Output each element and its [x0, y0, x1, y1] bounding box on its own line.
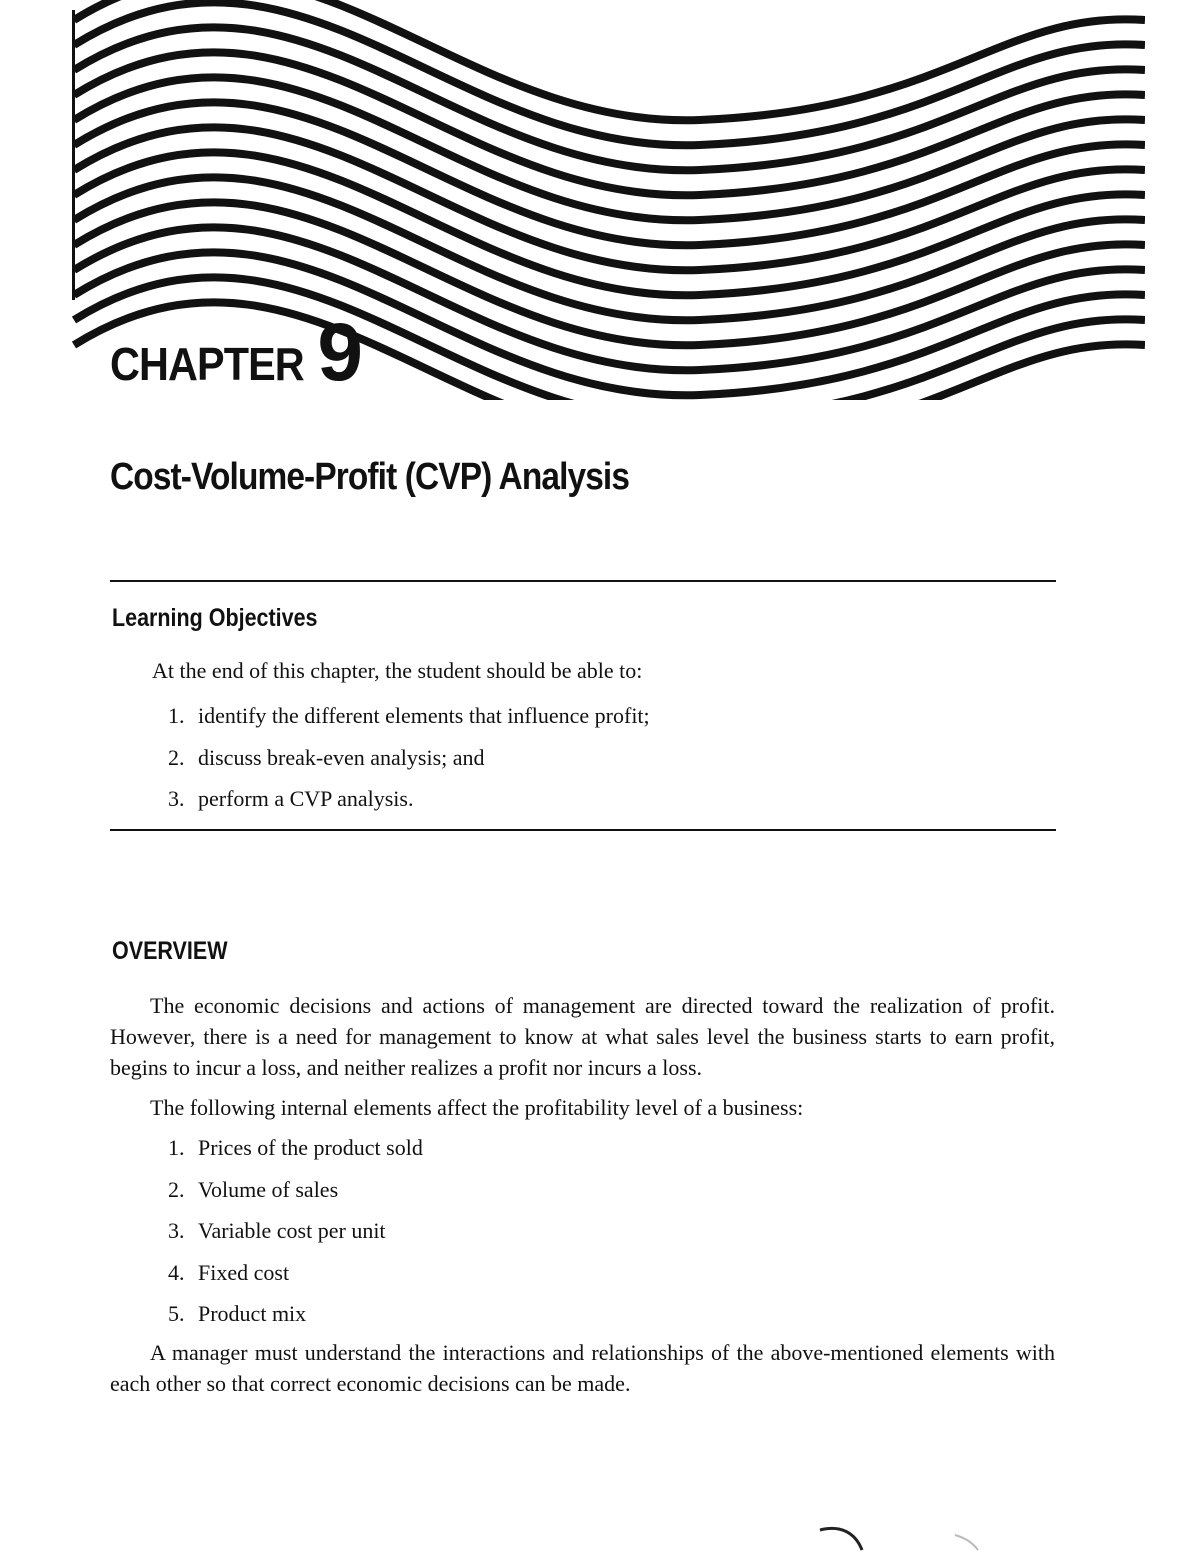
overview-heading: OVERVIEW [112, 937, 228, 965]
list-item-text: Prices of the product sold [198, 1135, 423, 1160]
list-item-text: perform a CVP analysis. [198, 786, 414, 811]
list-item-number: 2. [168, 744, 185, 770]
list-item-number: 3. [168, 786, 185, 811]
list-item-number: 4. [168, 1259, 185, 1285]
list-item [168, 1298, 423, 1340]
objectives-bottom-rule [110, 829, 1056, 831]
learning-objectives-intro: At the end of this chapter, the student should be able to: [152, 658, 643, 683]
list-item-text: discuss break-even analysis; and [198, 744, 485, 770]
list-item [168, 1174, 423, 1216]
list-item-text: Fixed cost [198, 1259, 290, 1285]
chapter-label: CHAPTER [110, 338, 304, 390]
objectives-top-rule [110, 580, 1056, 582]
scan-artifact-mark [800, 1500, 1000, 1553]
list-item [168, 700, 650, 742]
list-item [168, 1215, 423, 1257]
overview-paragraph-3: A manager must understand the interactions and relationships of the above-mentioned elements with each other so that correct economic decisions can be made. [110, 1340, 1055, 1396]
learning-objectives-heading: Learning Objectives [112, 604, 318, 632]
list-item-text: Product mix [198, 1301, 307, 1326]
learning-objectives-list [168, 700, 650, 825]
list-item-text: Volume of sales [198, 1176, 339, 1202]
list-item-number: 5. [168, 1301, 185, 1326]
list-item [168, 742, 650, 784]
list-item [168, 783, 650, 825]
overview-paragraph-1: The economic decisions and actions of management are directed toward the realization of profit. However, there is a need for management to know at what sales level the business starts to earn profit, begins to incur a loss, and neither realizes a profit nor incurs a loss. [110, 993, 1055, 1080]
chapter-heading [110, 307, 363, 398]
overview-paragraph-2: The following internal elements affect the profitability level of a business: [150, 1095, 804, 1120]
chapter-number: 9 [317, 307, 363, 398]
list-item [168, 1132, 423, 1174]
profitability-elements-list [168, 1132, 423, 1340]
chapter-title: Cost-Volume-Profit (CVP) Analysis [110, 456, 630, 498]
list-item-number: 2. [168, 1176, 185, 1202]
list-item-text: identify the different elements that influence profit; [198, 703, 650, 728]
list-item-number: 1. [168, 1135, 185, 1160]
list-item-text: Variable cost per unit [198, 1218, 386, 1243]
list-item [168, 1257, 423, 1299]
list-item-number: 1. [168, 703, 185, 728]
list-item-number: 3. [168, 1218, 185, 1243]
